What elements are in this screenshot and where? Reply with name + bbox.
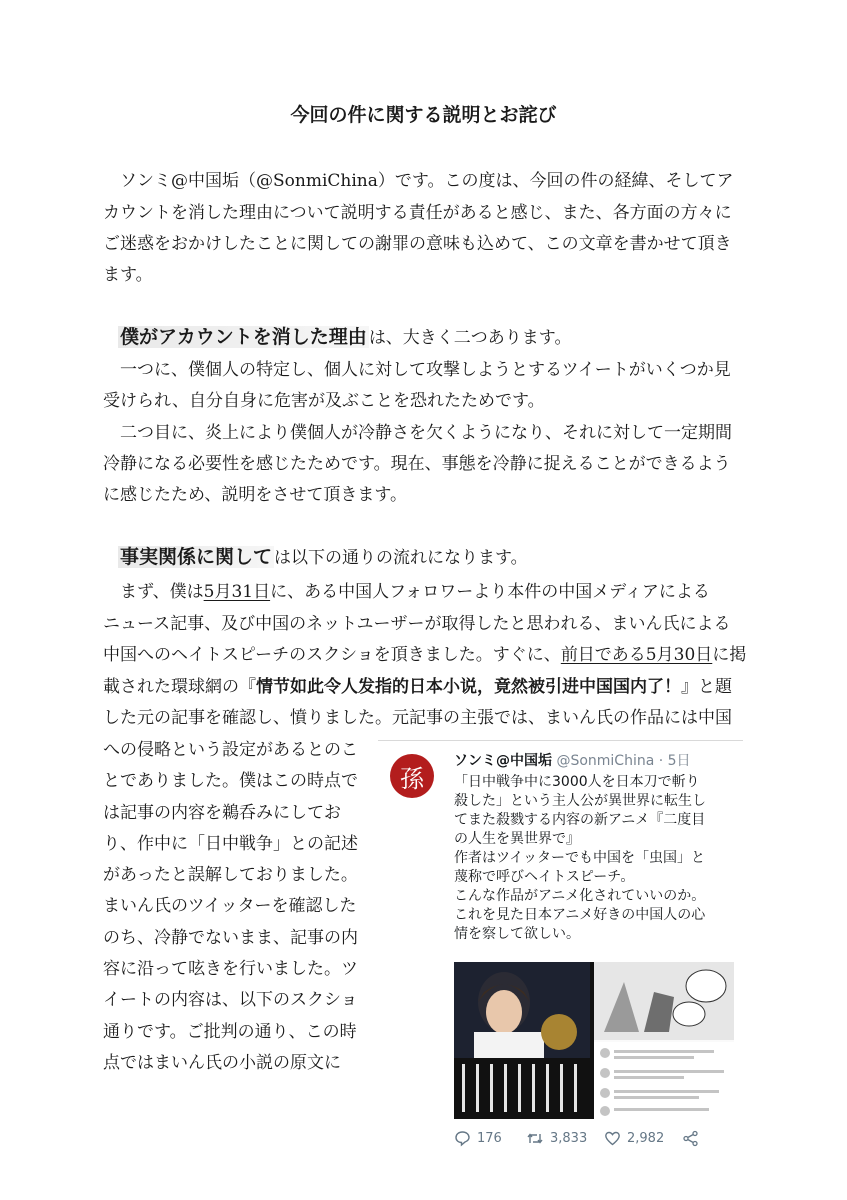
tweet-attached-images[interactable]	[454, 962, 734, 1119]
retweet-count: 3,833	[550, 1131, 588, 1146]
section2-line: ニュース記事、及び中国のネットユーザーが取得したと思われる、まいん氏による	[103, 614, 731, 634]
tweet-line: 情を察して欲しい。	[454, 926, 580, 942]
tweet-line: 「日中戦争中に3000人を日本刀で斬り	[454, 774, 700, 790]
narrow-line: 点ではまいん氏の小説の原文に	[103, 1053, 341, 1073]
section2-line	[103, 677, 743, 697]
narrow-line: は記事の内容を鵜呑みにしてお	[103, 803, 341, 823]
tweet-line: てまた殺戮する内容の新アニメ『二度目	[454, 812, 706, 828]
tweet-line: 殺した」という主人公が異世界に転生し	[454, 793, 706, 809]
share-icon	[682, 1130, 699, 1147]
narrow-line: 容に沿って呟きを行いました。ツ	[103, 959, 358, 979]
section1-heading	[118, 325, 571, 350]
section1-line: 冷静になる必要性を感じたためです。現在、事態を冷静に捉えることができるよう	[103, 454, 731, 474]
intro-line: カウントを消した理由について説明する責任があると感じ、また、各方面の方々に	[103, 203, 732, 223]
anime-illustration	[454, 962, 590, 1119]
section2-heading-rest: は以下の通りの流れになります。	[274, 548, 528, 568]
section1-heading-highlight: 僕がアカウントを消した理由	[120, 326, 367, 348]
text-run: 載された環球網の『	[103, 677, 256, 697]
section2-line: した元の記事を確認し、憤りました。元記事の主張では、まいん氏の作品には中国	[103, 708, 732, 728]
narrow-line: とでありました。僕はこの時点で	[103, 771, 358, 791]
section1-line: 一つに、僕個人の特定し、個人に対して攻撃しようとするツイートがいくつか見	[120, 360, 731, 380]
reply-icon	[454, 1130, 471, 1147]
avatar[interactable]	[390, 754, 434, 798]
date-underlined: 5月31日	[203, 582, 271, 602]
tweet-divider	[378, 740, 743, 741]
tweet-author	[454, 750, 691, 770]
date-underlined: 前日である5月30日	[560, 645, 713, 665]
retweet-button[interactable]	[526, 1130, 587, 1147]
text-run: まず、僕は	[120, 582, 204, 602]
tweet-author-name[interactable]: ソンミ@中国垢	[454, 753, 552, 769]
tweet-line: の人生を異世界で』	[454, 831, 580, 847]
narrow-line: のち、冷静でないまま、記事の内	[103, 928, 358, 948]
narrow-line: まいん氏のツイッターを確認した	[103, 896, 357, 916]
tweet-line: 作者はツイッターでも中国を「虫国」と	[454, 850, 706, 866]
text-run: に掲	[712, 645, 747, 665]
like-count: 2,982	[627, 1131, 665, 1146]
section2-heading-highlight: 事実関係に関して	[120, 546, 273, 568]
article-title: 情节如此令人发指的日本小说，竟然被引进中国国内了！	[256, 677, 681, 697]
section2-line	[103, 582, 760, 602]
section1-line: に感じたため、説明をさせて頂きます。	[103, 485, 407, 505]
manga-and-tweets-collage	[594, 962, 734, 1119]
avatar-glyph: 孫	[400, 764, 424, 793]
intro-line: ソンミ@中国垢（@SonmiChina）です。この度は、今回の件の経緯、そしてア	[120, 171, 734, 191]
reply-button[interactable]	[454, 1130, 502, 1147]
text-run: 』と題	[681, 677, 732, 697]
narrow-line: への侵略という設定があるとのこ	[103, 740, 358, 760]
text-run: に、ある中国人フォロワーより本件の中国メディアによる	[270, 582, 710, 602]
reply-count: 176	[477, 1131, 502, 1146]
section2-line	[103, 645, 747, 665]
tweet-line: こんな作品がアニメ化されていいのか。	[454, 888, 706, 904]
tweet-body	[454, 773, 739, 944]
tweet-actions	[454, 1130, 734, 1150]
tweet-line: これを見た日本アニメ好きの中国人の心	[454, 907, 706, 923]
tweet-screenshot	[378, 740, 743, 1160]
section2-heading	[118, 545, 528, 570]
tweet-author-handle: @SonmiChina · 5日	[552, 753, 691, 769]
section1-line: 二つ目に、炎上により僕個人が冷静さを欠くようになり、それに対して一定期間	[120, 423, 732, 443]
document-title: 今回の件に関する説明とお詫び	[290, 104, 557, 126]
narrow-line: イートの内容は、以下のスクショ	[103, 990, 358, 1010]
retweet-icon	[526, 1130, 544, 1147]
intro-line: ます。	[103, 265, 153, 285]
like-button[interactable]	[604, 1130, 664, 1147]
narrow-line: 通りです。ご批判の通り、この時	[103, 1022, 357, 1042]
intro-line: ご迷惑をおかけしたことに関しての謝罪の意味も込めて、この文章を書かせて頂き	[103, 234, 732, 254]
heart-icon	[604, 1130, 621, 1147]
narrow-line: り、作中に「日中戦争」との記述	[103, 834, 358, 854]
section1-heading-rest: は、大きく二つあります。	[368, 328, 572, 348]
narrow-line: があったと誤解しておりました。	[103, 865, 358, 885]
share-button[interactable]	[682, 1130, 699, 1147]
tweet-line: 蔑称で呼びヘイトスピーチ。	[454, 869, 635, 885]
text-run: 中国へのヘイトスピーチのスクショを頂きました。すぐに、	[103, 645, 561, 665]
section1-line: 受けられ、自分自身に危害が及ぶことを恐れたためです。	[103, 391, 545, 411]
